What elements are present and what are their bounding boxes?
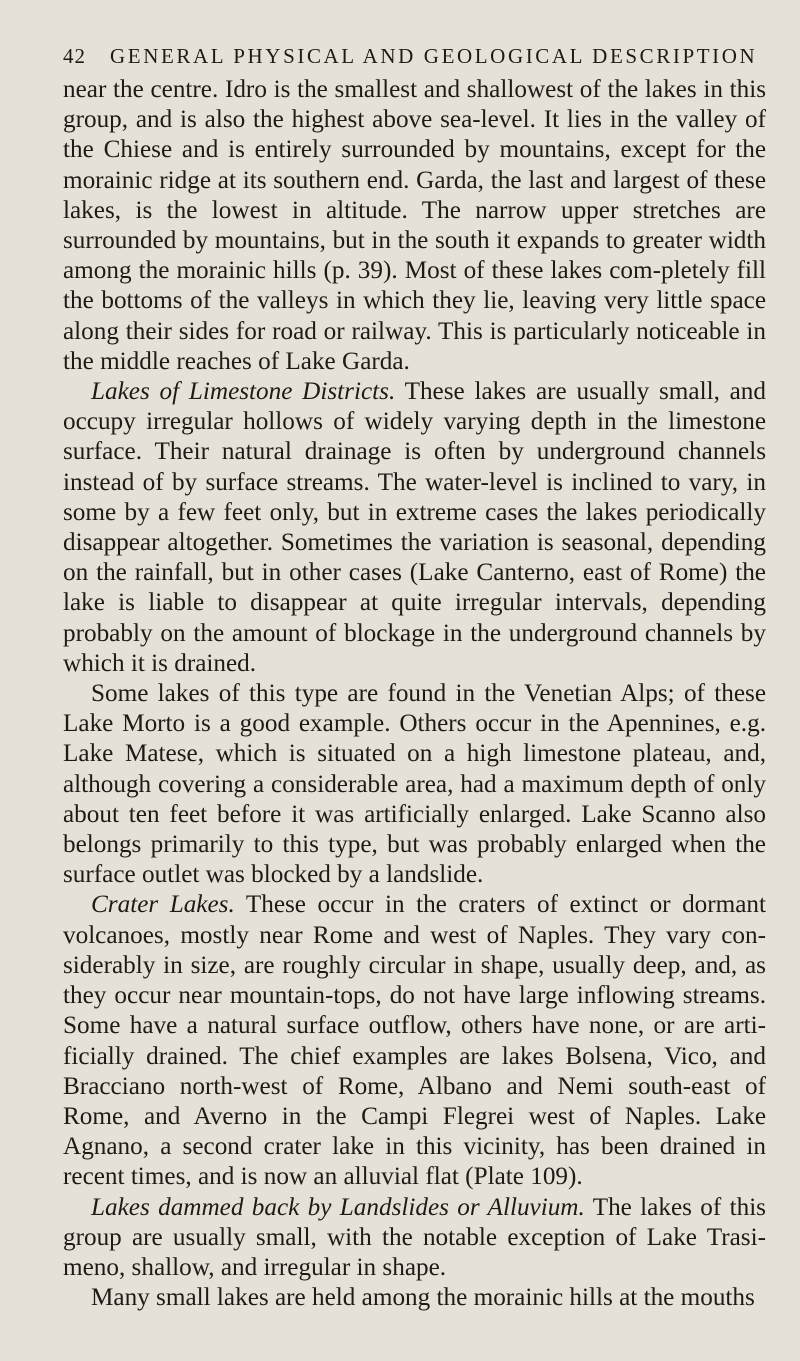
paragraph-crater-lakes <box>63 890 766 1192</box>
section-heading-dammed-lakes: Lakes dammed back by Landslides or Alluvium. <box>91 1193 585 1221</box>
paragraph-continuation <box>63 75 766 377</box>
paragraph-dammed-lakes <box>63 1193 766 1284</box>
page-number: 42 <box>63 44 86 68</box>
paragraph-text: Some lakes of this type are found in the Venetian Alps; of these Lake Morto is a good example. Others occur in the Apennines, e.g. Lake Matese, which is situated on a high limestone plateau, and, although covering a considerable area, had a maximum depth of only about ten feet before it was artificially enlarged. Lake Scanno also belongs primarily to this type, but was probably enlarged when the surface outlet was blocked by a landslide. <box>63 680 766 889</box>
paragraph-morainic-lakes <box>63 1283 766 1313</box>
paragraph-text: The lakes of this group are usually small, with the notable exception of Lake Trasi-meno, shallow, and irregular in shape. <box>63 1193 766 1281</box>
running-head-title: GENERAL PHYSICAL AND GEOLOGICAL DESCRIPTION <box>110 44 758 68</box>
body-text <box>63 75 766 1313</box>
paragraph-limestone-examples <box>63 679 766 890</box>
section-heading-limestone-lakes: Lakes of Limestone Districts. <box>91 378 396 406</box>
paragraph-text: Many small lakes are held among the morainic hills at the mouths <box>91 1284 755 1312</box>
paragraph-text: These lakes are usually small, and occupy irregular hollows of widely varying depth in the limestone surface. Their natural drainage is often by underground channels instead of by surface streams. The water-level is inclined to vary, in some by a few feet only, but in extreme cases the lakes periodically disappear altogether. Sometimes the variation is seasonal, depending on the rainfall, but in other cases (Lake Canterno, east of Rome) the lake is liable to disappear at quite irregular intervals, depending probably on the amount of blockage in the underground channels by which it is drained. <box>63 378 766 677</box>
running-head <box>63 44 766 69</box>
paragraph-limestone-lakes <box>63 377 766 679</box>
section-heading-crater-lakes: Crater Lakes. <box>91 891 235 919</box>
paragraph-text: These occur in the craters of extinct or dormant volcanoes, mostly near Rome and west of Naples. They vary con-siderably in size, are roughly circular in shape, usually deep, and, as they occur near mountain-tops, do not have large inflowing streams. Some have a natural surface outflow, others have none, or are arti-ficially drained. The chief examples are lakes Bolsena, Vico, and Bracciano north-west of Rome, Albano and Nemi south-east of Rome, and Averno in the Campi Flegrei west of Naples. Lake Agnano, a second crater lake in this vicinity, has been drained in recent times, and is now an alluvial flat (Plate 109). <box>63 891 767 1191</box>
paragraph-text: near the centre. Idro is the smallest and shallowest of the lakes in this group, and is also the highest above sea-level. It lies in the valley of the Chiese and is entirely surrounded by mountains, except for the morainic ridge at its southern end. Garda, the last and largest of these lakes, is the lowest in altitude. The narrow upper stretches are surrounded by mountains, but in the south it expands to greater width among the morainic hills (p. 39). Most of these lakes com-pletely fill the bottoms of the valleys in which they lie, leaving very little space along their sides for road or railway. This is particularly noticeable in the middle reaches of Lake Garda. <box>63 76 766 375</box>
